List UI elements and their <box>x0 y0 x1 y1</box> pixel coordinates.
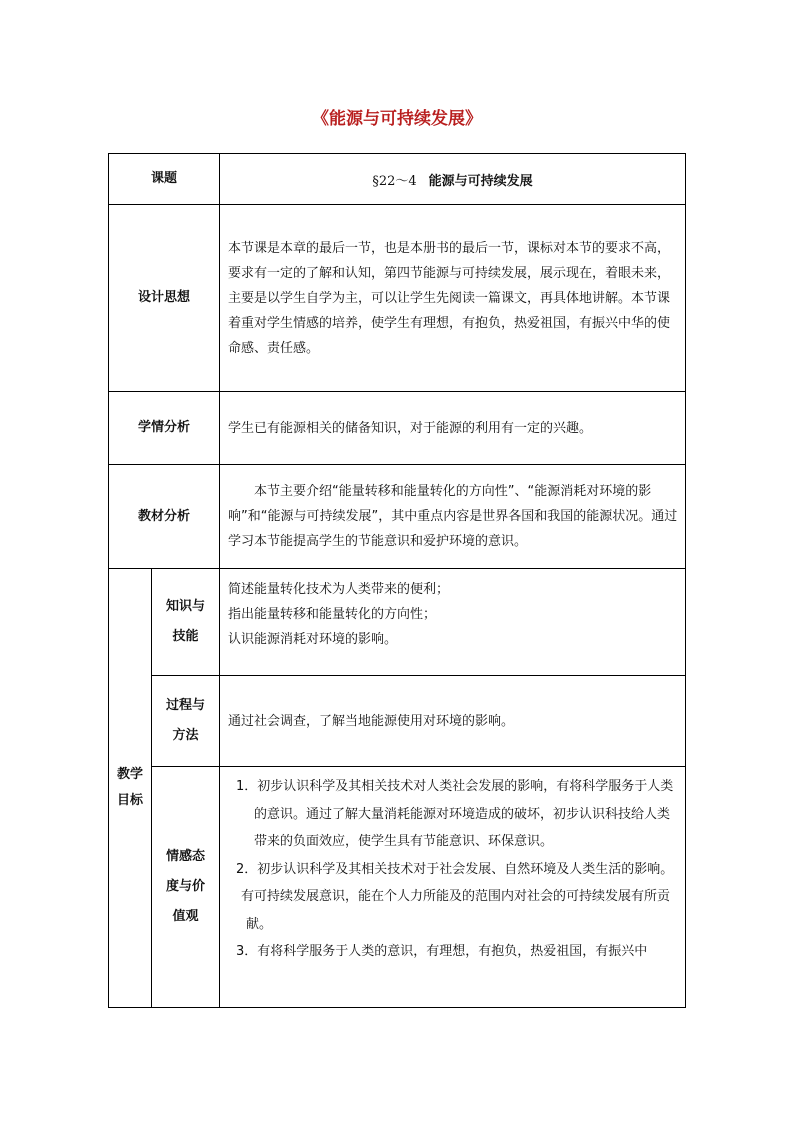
emotion-item: 2．初步认识科学及其相关技术对于社会发展、自然环境及人类生活的影响。 <box>236 861 674 877</box>
process-text: 通过社会调查，了解当地能源使用对环境的影响。 <box>220 676 686 767</box>
goals-label: 教学目标 <box>109 569 152 1008</box>
emotion-item: 有可持续发展意识，能在个人力所能及的范围内对社会的可持续发展有所贡献。 <box>241 889 671 932</box>
topic-value <box>220 154 686 205</box>
knowledge-item: 简述能量转化技术为人类带来的便利； <box>228 582 450 597</box>
knowledge-row <box>109 569 686 676</box>
topic-label: 课题 <box>109 154 220 205</box>
knowledge-item: 认识能源消耗对环境的影响。 <box>228 632 398 647</box>
process-row <box>109 676 686 767</box>
learner-row <box>109 392 686 465</box>
knowledge-label: 知识与技能 <box>152 569 220 676</box>
topic-section: §22～4 <box>372 173 417 189</box>
material-text: 本节主要介绍“能量转移和能量转化的方向性”、“能源消耗对环境的影响”和“能源与可持续发展”，其中重点内容是世界各国和我国的能源状况。通过学习本节能提高学生的节能意识和爱护环境的意识。 <box>220 465 686 569</box>
topic-row <box>109 154 686 205</box>
learner-text: 学生已有能源相关的储备知识，对于能源的利用有一定的兴趣。 <box>220 392 686 465</box>
knowledge-list <box>220 569 686 676</box>
topic-name: 能源与可持续发展 <box>428 173 533 189</box>
emotion-label: 情感态度与价值观 <box>152 767 220 1008</box>
learner-label: 学情分析 <box>109 392 220 465</box>
process-label: 过程与方法 <box>152 676 220 767</box>
design-label: 设计思想 <box>109 205 220 392</box>
design-row <box>109 205 686 392</box>
knowledge-item: 指出能量转移和能量转化的方向性； <box>228 607 437 622</box>
design-text: 本节课是本章的最后一节，也是本册书的最后一节，课标对本节的要求不高，要求有一定的了解和认知，第四节能源与可持续发展，展示现在，着眼未来，主要是以学生自学为主，可以让学生先阅读一篇课文，再具体地讲解。本节课着重对学生情感的培养，使学生有理想，有抱负，热爱祖国，有振兴中华的使命感、责任感。 <box>220 205 686 392</box>
emotion-item: 3．有将科学服务于人类的意识，有理想，有抱负，热爱祖国，有振兴中 <box>236 944 648 959</box>
emotion-row <box>109 767 686 1008</box>
material-label: 教材分析 <box>109 465 220 569</box>
material-row <box>109 465 686 569</box>
emotion-list <box>220 767 686 1008</box>
lesson-plan-table <box>108 153 686 1008</box>
document-title: 《能源与可持续发展》 <box>312 109 482 129</box>
emotion-item: 1．初步认识科学及其相关技术对人类社会发展的影响，有将科学服务于人类的意识。通过了解大量消耗能源对环境造成的破坏，初步认识科技给人类带来的负面效应，使学生具有节能意识、环保意识。 <box>236 779 674 849</box>
